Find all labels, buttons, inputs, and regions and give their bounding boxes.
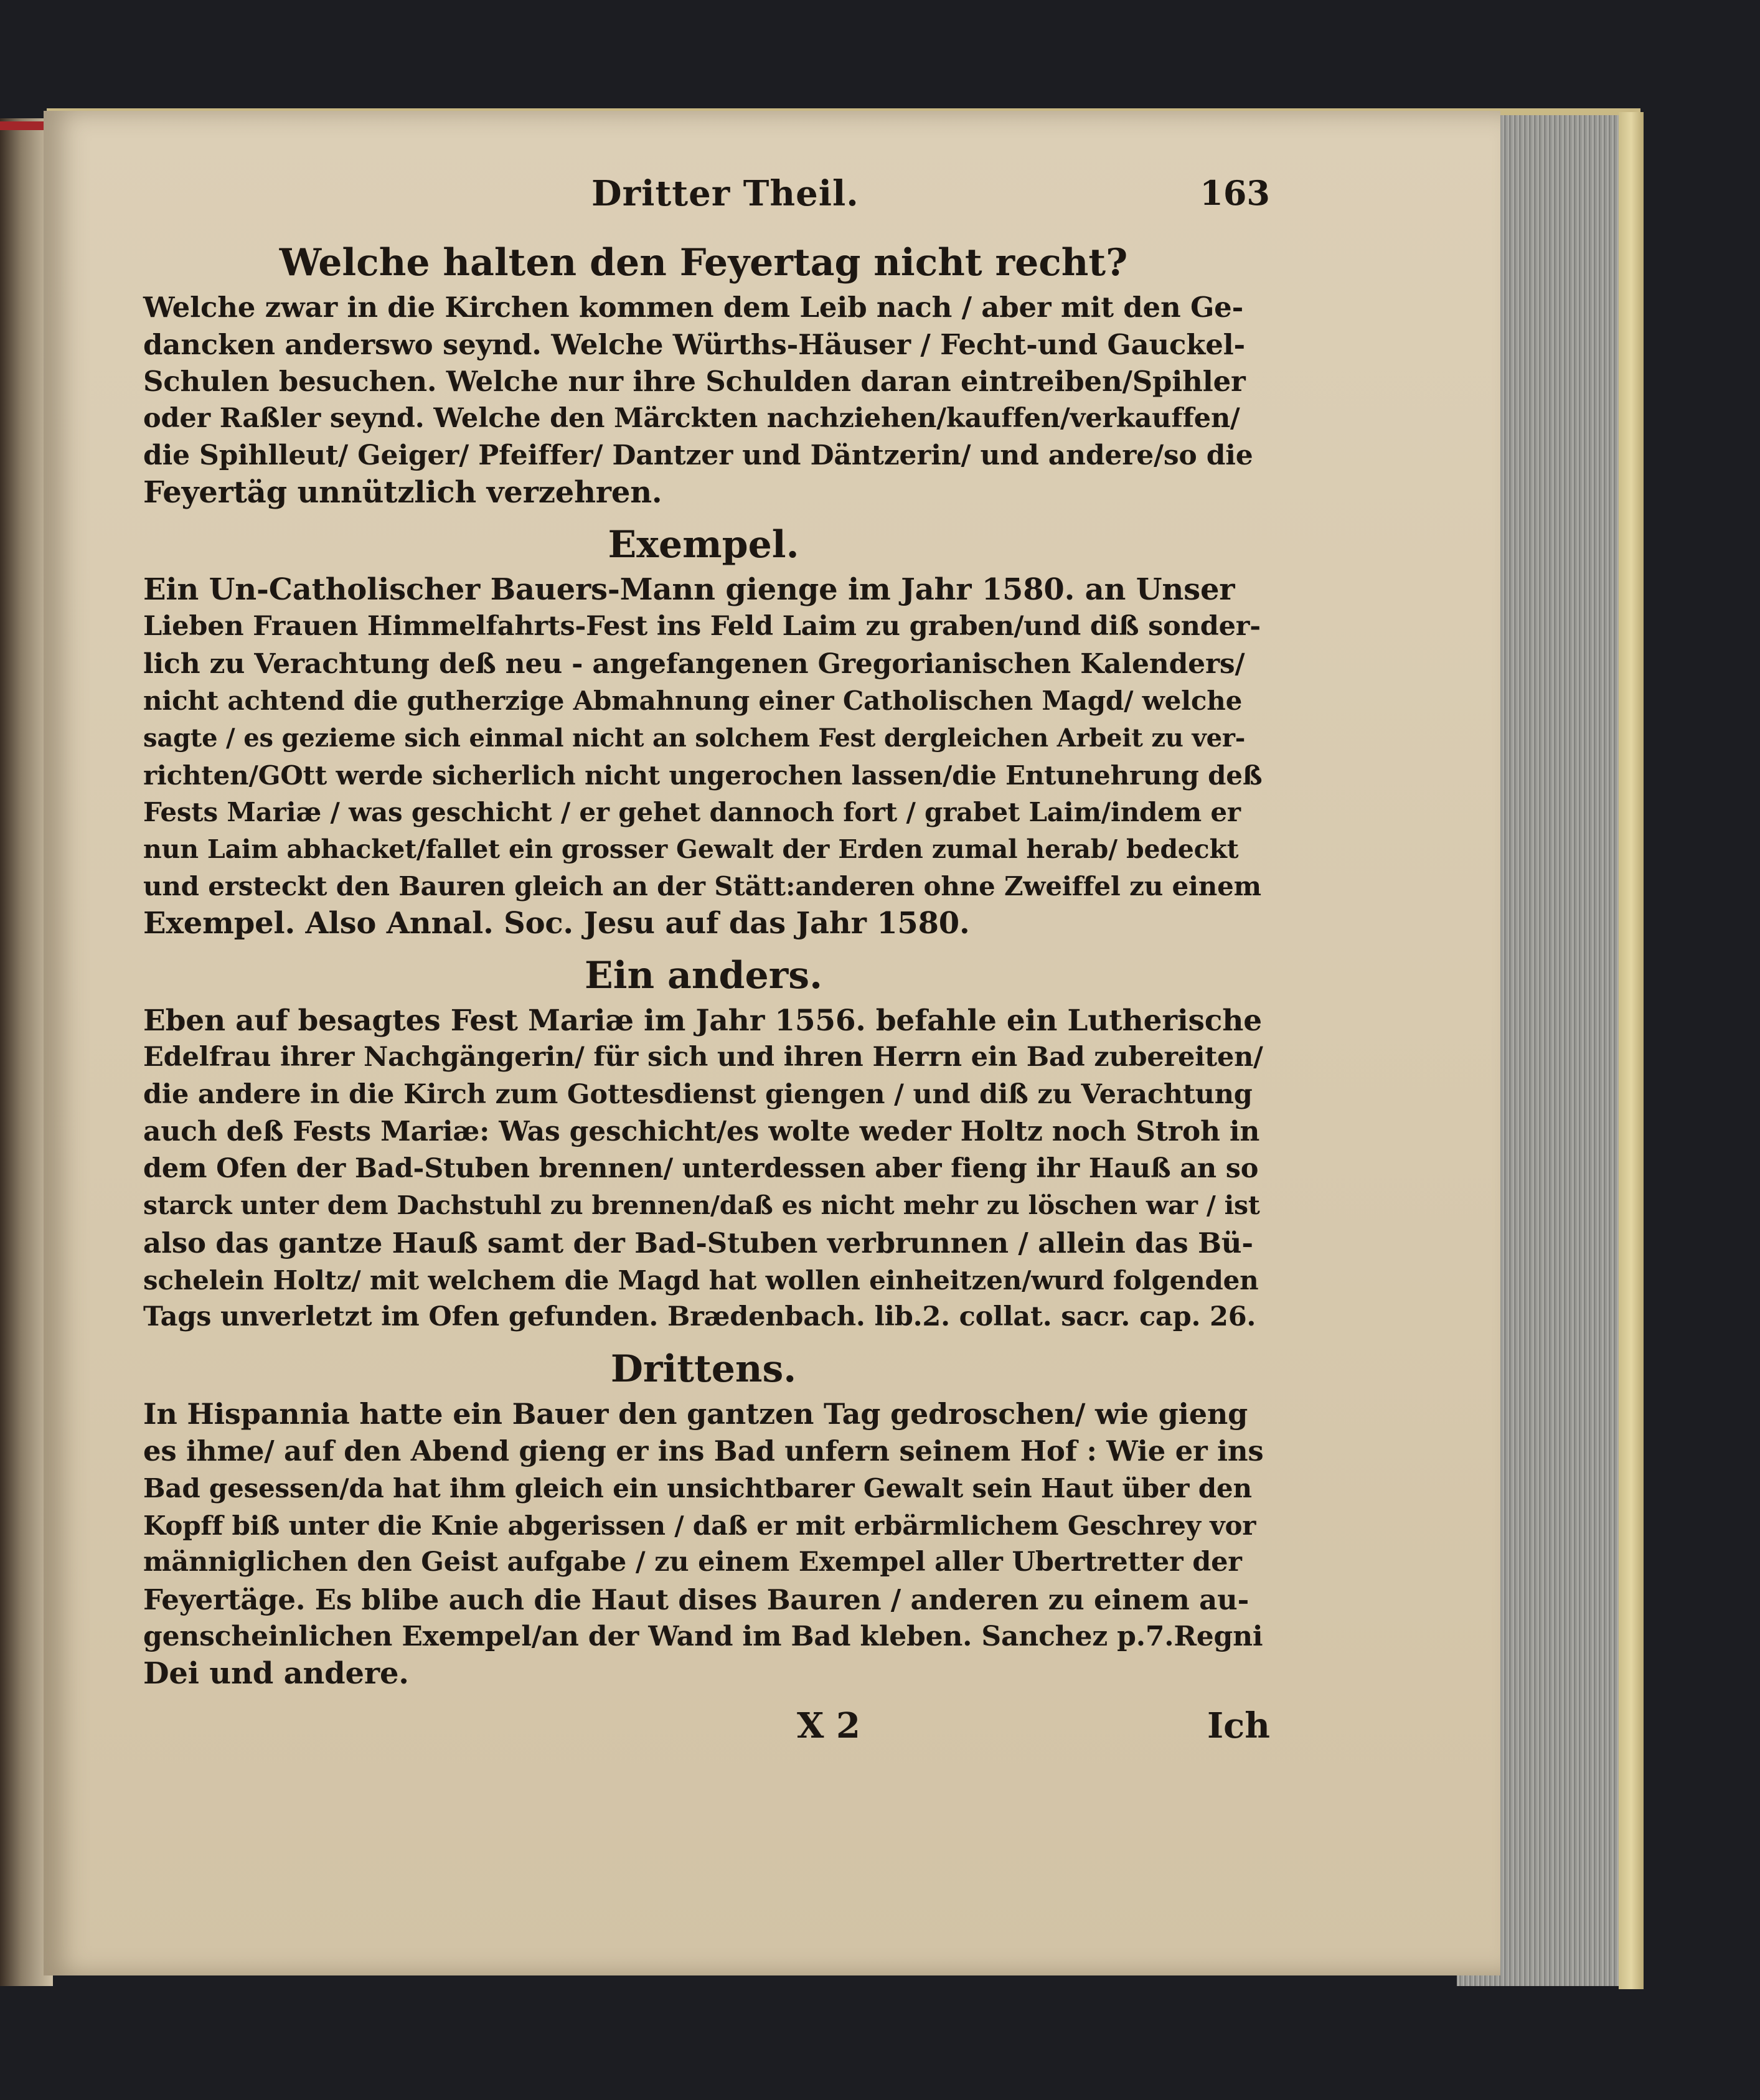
text-line: starck unter dem Dachstuhl zu brennen/daß es nicht mehr zu löschen war / ist	[143, 1190, 1260, 1221]
paragraph	[143, 572, 1264, 943]
section-heading: Drittens.	[610, 1347, 797, 1391]
text-line: nun Laim abhacket/fallet ein grosser Gewalt der Erden zumal herab/ bedeckt	[143, 834, 1239, 864]
text-line: dem Ofen der Bad-Stuben brennen/ unterdessen aber fieng ihr Hauß an so	[143, 1152, 1259, 1184]
text-line: In Hispannia hatte ein Bauer den gantzen Tag gedroschen/ wie gieng	[143, 1396, 1248, 1431]
text-line: lich zu Verachtung deß neu - angefangenen Gregorianischen Kalenders/	[143, 647, 1245, 680]
text-line: und ersteckt den Bauren gleich an der Stätt:anderen ohne Zweiffel zu einem	[143, 871, 1261, 902]
section-heading: Exempel.	[608, 522, 799, 567]
page-number: 163	[1200, 173, 1270, 213]
page-footer	[143, 1705, 1270, 1761]
paragraph	[143, 289, 1264, 512]
text-line: Dei und andere.	[143, 1656, 409, 1691]
paragraph	[143, 1396, 1264, 1693]
text-line: Exempel. Also Annal. Soc. Jesu auf das Jahr 1580.	[143, 905, 970, 941]
text-line: es ihme/ auf den Abend gieng er ins Bad unfern seinem Hof : Wie er ins	[143, 1434, 1264, 1468]
text-line: Feyertäg unnützlich verzehren.	[143, 474, 662, 510]
text-line: Tags unverletzt im Ofen gefunden. Brædenbach. lib.2. collat. sacr. cap. 26.	[143, 1301, 1256, 1333]
text-line: nicht achtend die gutherzige Abmahnung einer Catholischen Magd/ welche	[143, 685, 1243, 717]
text-line: Edelfrau ihrer Nachgängerin/ für sich und ihren Herrn ein Bad zubereiten/	[143, 1042, 1263, 1073]
text-line: genscheinlichen Exempel/an der Wand im Bad kleben. Sanchez p.7.Regni	[143, 1621, 1263, 1653]
signature-mark: X 2	[797, 1705, 860, 1746]
text-line: sagte / es gezieme sich einmal nicht an solchem Fest dergleichen Arbeit zu ver-	[143, 723, 1246, 753]
text-line: auch deß Fests Mariæ: Was geschicht/es wolte weder Holtz noch Stroh in	[143, 1116, 1260, 1148]
text-line: die andere in die Kirch zum Gottesdienst giengen / und diß zu Verachtung	[143, 1078, 1253, 1110]
text-line: Schulen besuchen. Welche nur ihre Schulden daran eintreiben/Spihler	[143, 365, 1246, 398]
text-line: Lieben Frauen Himmelfahrts-Fest ins Feld Laim zu graben/und diß sonder-	[143, 611, 1261, 643]
text-line: oder Raßler seynd. Welche den Märckten nachziehen/kauffen/verkauffen/	[143, 402, 1240, 434]
text-line: Ein Un-Catholischer Bauers-Mann gienge im Jahr 1580. an Unser	[143, 572, 1235, 607]
section-heading: Ein anders.	[585, 953, 822, 997]
text-line: männiglichen den Geist aufgabe / zu einem Exempel aller Ubertretter der	[143, 1547, 1242, 1578]
running-head-title: Dritter Theil.	[591, 173, 859, 214]
text-line: schelein Holtz/ mit welchem die Magd hat wollen einheitzen/wurd folgenden	[143, 1264, 1259, 1296]
text-line: Feyertäge. Es blibe auch die Haut dises Bauren / anderen zu einem au-	[143, 1583, 1249, 1616]
text-line: Bad gesessen/da hat ihm gleich ein unsichtbarer Gewalt sein Haut über den	[143, 1473, 1252, 1504]
text-line: die Spihlleut/ Geiger/ Pfeiffer/ Dantzer und Däntzerin/ und andere/so die	[143, 440, 1253, 472]
text-line: also das gantze Hauß samt der Bad-Stuben verbrunnen / allein das Bü-	[143, 1227, 1253, 1260]
catchword: Ich	[1207, 1705, 1270, 1746]
page-text	[143, 168, 1270, 1837]
text-line: richten/GOtt werde sicherlich nicht ungerochen lassen/die Entunehrung deß	[143, 760, 1263, 791]
running-head	[143, 168, 1270, 237]
text-line: Kopff biß unter die Knie abgerissen / daß er mit erbärmlichem Geschrey vor	[143, 1510, 1256, 1541]
cover-edge	[1619, 112, 1644, 1989]
text-line: Fests Mariæ / was geschicht / er gehet dannoch fort / grabet Laim/indem er	[143, 797, 1241, 828]
text-line: Eben auf besagtes Fest Mariæ im Jahr 1556. befahle ein Lutherische	[143, 1003, 1262, 1038]
section-heading: Welche halten den Feyertag nicht recht?	[279, 241, 1128, 285]
text-line: Welche zwar in die Kirchen kommen dem Leib nach / aber mit den Ge-	[143, 291, 1244, 324]
paragraph	[143, 1002, 1264, 1336]
text-line: dancken anderswo seynd. Welche Würths-Häuser / Fecht-und Gauckel-	[143, 327, 1246, 361]
